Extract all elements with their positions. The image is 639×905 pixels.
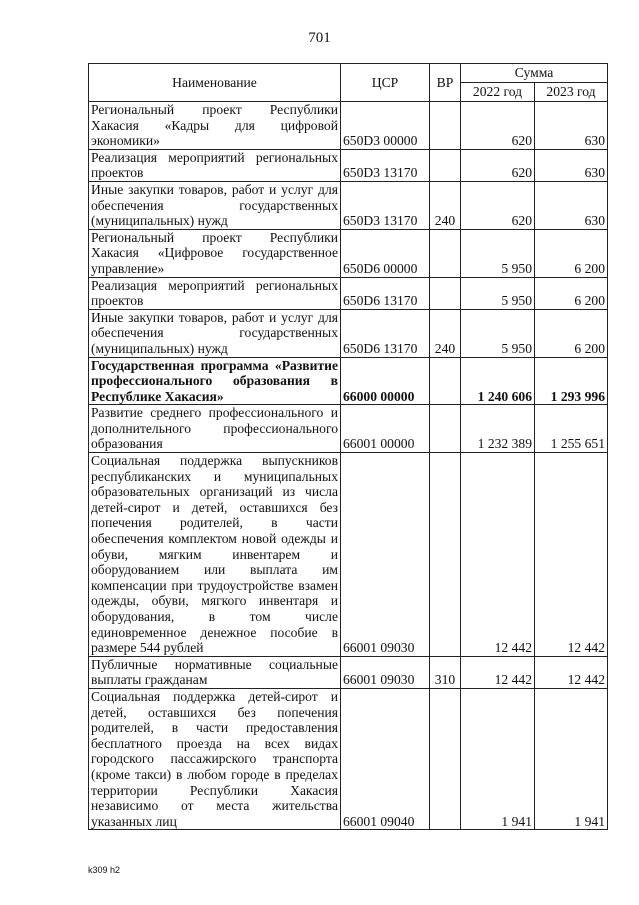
row-name: Региональный проект Республики Хакасия «Кадры для цифровой экономики» xyxy=(89,102,341,150)
row-vr: 240 xyxy=(430,309,461,357)
table-row xyxy=(89,309,608,357)
row-amount-2022: 620 xyxy=(461,102,535,150)
row-csr: 650D3 00000 xyxy=(341,102,430,150)
row-vr xyxy=(430,357,461,405)
table-row xyxy=(89,102,608,150)
row-name: Реализация мероприятий региональных проектов xyxy=(89,277,341,309)
table-row xyxy=(89,688,608,829)
row-vr: 240 xyxy=(430,181,461,229)
header-name: Наименование xyxy=(89,64,341,102)
row-csr: 66001 09040 xyxy=(341,688,430,829)
row-csr: 66001 00000 xyxy=(341,405,430,453)
row-name: Иные закупки товаров, работ и услуг для обеспечения государственных (муниципальных) нужд xyxy=(89,309,341,357)
row-amount-2023: 1 941 xyxy=(535,688,608,829)
row-name: Государственная программа «Развитие профессионального образования в Республике Хакасия» xyxy=(89,357,341,405)
row-csr: 650D6 00000 xyxy=(341,229,430,277)
row-amount-2023: 1 255 651 xyxy=(535,405,608,453)
header-csr: ЦСР xyxy=(341,64,430,102)
table-row xyxy=(89,656,608,688)
page-number: 701 xyxy=(308,30,331,46)
budget-table xyxy=(88,63,608,830)
row-amount-2022: 12 442 xyxy=(461,453,535,657)
row-csr: 650D6 13170 xyxy=(341,277,430,309)
row-vr xyxy=(430,688,461,829)
row-amount-2023: 12 442 xyxy=(535,656,608,688)
row-amount-2023: 630 xyxy=(535,102,608,150)
row-vr xyxy=(430,453,461,657)
row-amount-2023: 6 200 xyxy=(535,277,608,309)
table-row xyxy=(89,277,608,309)
table-row xyxy=(89,453,608,657)
row-amount-2023: 12 442 xyxy=(535,453,608,657)
table-row xyxy=(89,181,608,229)
table-row xyxy=(89,229,608,277)
header-sum: Сумма xyxy=(461,64,608,83)
header-vr: ВР xyxy=(430,64,461,102)
row-amount-2022: 1 240 606 xyxy=(461,357,535,405)
table-body xyxy=(89,102,608,830)
row-vr xyxy=(430,277,461,309)
table-header xyxy=(89,64,608,102)
row-amount-2023: 630 xyxy=(535,149,608,181)
table-row xyxy=(89,405,608,453)
row-amount-2023: 630 xyxy=(535,181,608,229)
row-name: Развитие среднего профессионального и дополнительного профессионального образования xyxy=(89,405,341,453)
row-amount-2022: 5 950 xyxy=(461,277,535,309)
row-csr: 650D3 13170 xyxy=(341,181,430,229)
row-csr: 650D6 13170 xyxy=(341,309,430,357)
row-amount-2023: 1 293 996 xyxy=(535,357,608,405)
row-amount-2023: 6 200 xyxy=(535,229,608,277)
row-csr: 650D3 13170 xyxy=(341,149,430,181)
row-vr xyxy=(430,229,461,277)
row-name: Социальная поддержка детей-сирот и детей, оставшихся без попечения родителей, в части предоставления бесплатного проезда на всех видах городского пассажирского транспорта (кроме такси) в любом городе в пределах территории Республики Хакасия независимо от места жительства указанных лиц xyxy=(89,688,341,829)
table-row xyxy=(89,357,608,405)
table-row xyxy=(89,149,608,181)
row-name: Публичные нормативные социальные выплаты гражданам xyxy=(89,656,341,688)
row-amount-2022: 620 xyxy=(461,181,535,229)
row-amount-2022: 620 xyxy=(461,149,535,181)
row-name: Региональный проект Республики Хакасия «Цифровое государственное управление» xyxy=(89,229,341,277)
row-csr: 66001 09030 xyxy=(341,656,430,688)
row-amount-2022: 5 950 xyxy=(461,309,535,357)
row-vr xyxy=(430,102,461,150)
row-csr: 66000 00000 xyxy=(341,357,430,405)
row-name: Социальная поддержка выпускников республиканских и муниципальных образовательных организаций из числа детей-сирот и детей, оставшихся без попечения родителей, в части обеспечения комплектом новой одежды и обуви, мягким инвентарем и оборудованием или выплата им компенсации при трудоустройстве взамен одежды, обуви, мягкого инвентаря и оборудования, в том числе единовременное денежное пособие в размере 544 рублей xyxy=(89,453,341,657)
row-amount-2022: 1 941 xyxy=(461,688,535,829)
row-name: Иные закупки товаров, работ и услуг для обеспечения государственных (муниципальных) нужд xyxy=(89,181,341,229)
row-amount-2022: 5 950 xyxy=(461,229,535,277)
row-amount-2023: 6 200 xyxy=(535,309,608,357)
row-vr: 310 xyxy=(430,656,461,688)
row-csr: 66001 09030 xyxy=(341,453,430,657)
row-name: Реализация мероприятий региональных проектов xyxy=(89,149,341,181)
header-year-2023: 2023 год xyxy=(535,83,608,102)
row-amount-2022: 12 442 xyxy=(461,656,535,688)
footer-code: k309 h2 xyxy=(88,865,121,875)
row-vr xyxy=(430,405,461,453)
row-vr xyxy=(430,149,461,181)
row-amount-2022: 1 232 389 xyxy=(461,405,535,453)
header-year-2022: 2022 год xyxy=(461,83,535,102)
